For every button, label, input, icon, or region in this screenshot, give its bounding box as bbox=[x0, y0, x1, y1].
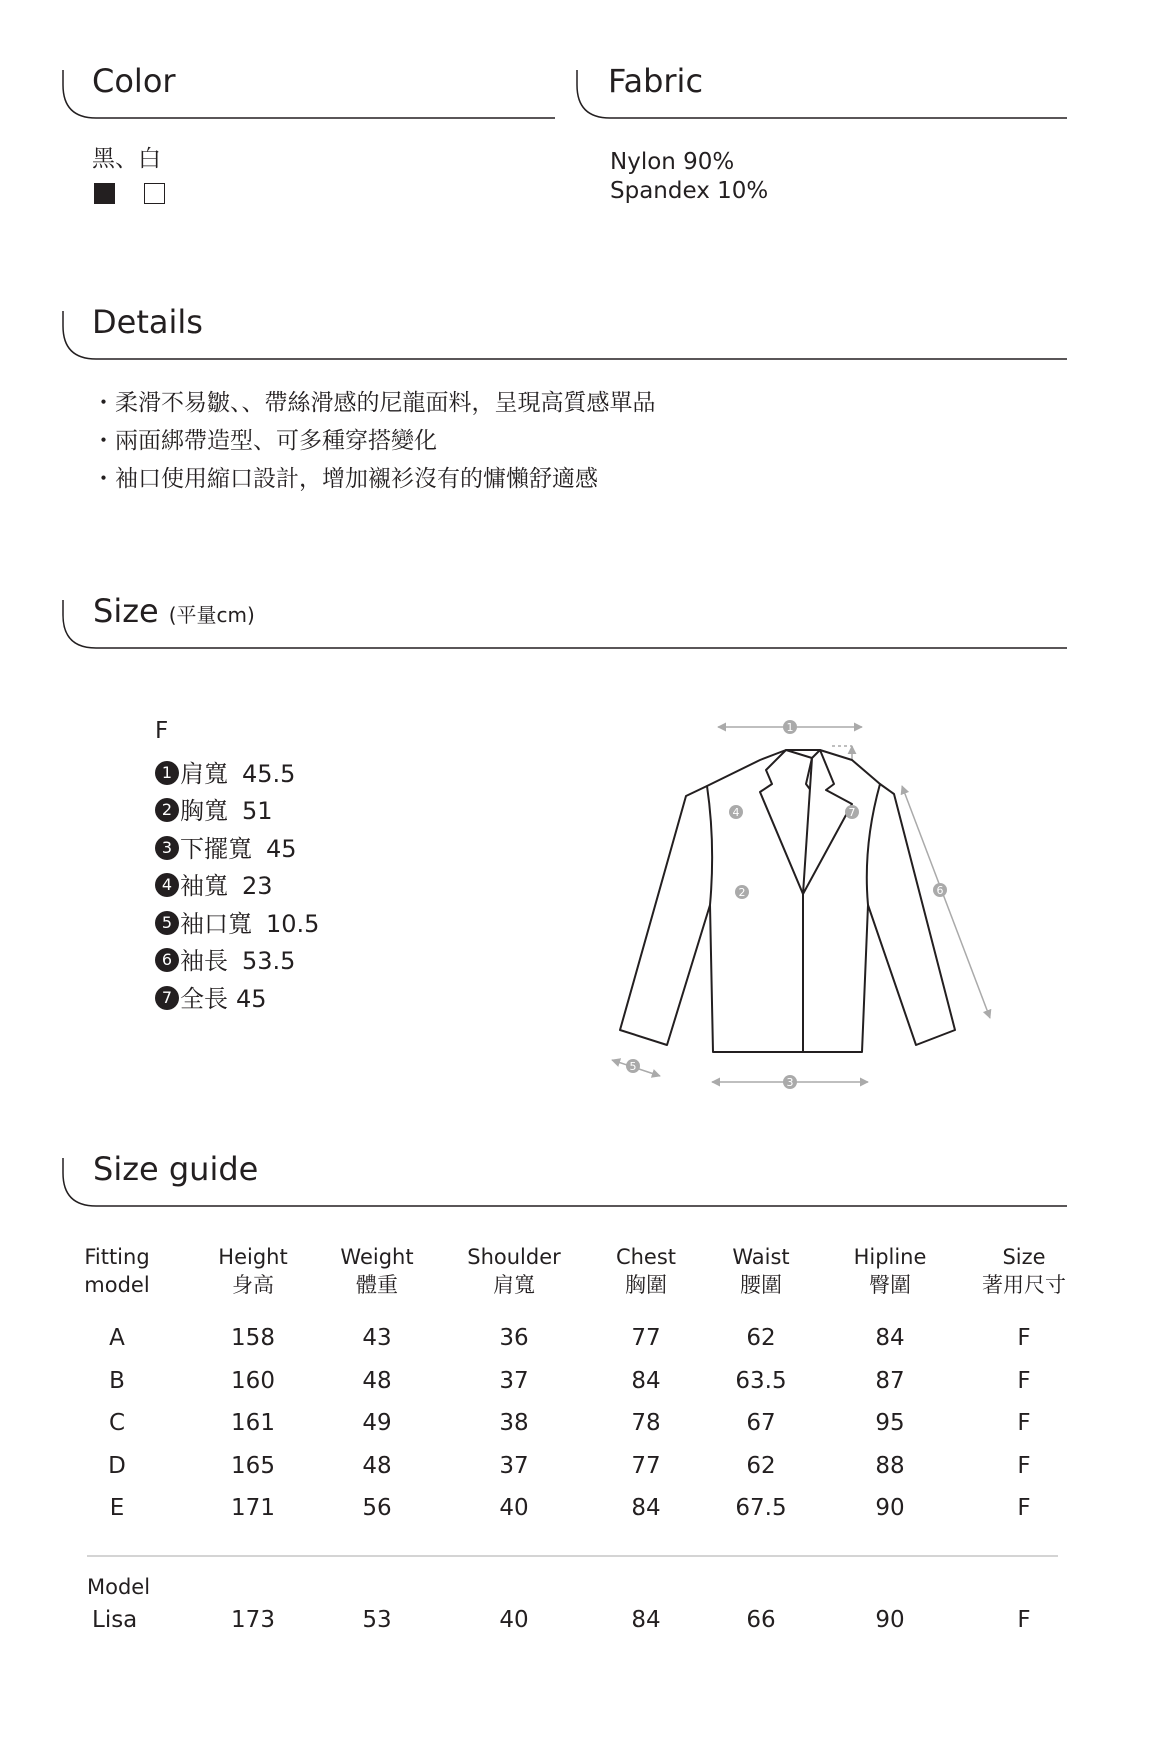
cell-size: F bbox=[1017, 1367, 1031, 1394]
cell-height: 161 bbox=[231, 1410, 275, 1436]
cell-shoulder: 36 bbox=[499, 1325, 529, 1351]
cell-size: F bbox=[1017, 1325, 1031, 1351]
header-zh: model bbox=[84, 1273, 150, 1297]
spec-num-3: 3 bbox=[155, 836, 179, 860]
cell-model: B bbox=[109, 1367, 125, 1394]
table-row bbox=[0, 1453, 1167, 1493]
spec-num-5: 5 bbox=[155, 911, 179, 935]
diagram-badge-1 bbox=[783, 720, 797, 734]
table-row bbox=[0, 1368, 1167, 1408]
model-name: Lisa bbox=[92, 1607, 138, 1633]
cell-waist: 62 bbox=[746, 1452, 776, 1479]
size-label: F bbox=[155, 718, 169, 744]
header-fitting bbox=[52, 1243, 182, 1299]
color-title: Color bbox=[92, 62, 176, 100]
spec-name: 袖口寬 bbox=[180, 910, 252, 938]
cell-model: A bbox=[109, 1325, 125, 1351]
spec-chest bbox=[155, 791, 273, 826]
spec-num-1: 1 bbox=[155, 761, 179, 785]
header-zh: 胸圍 bbox=[625, 1273, 667, 1297]
diagram-badge-2 bbox=[735, 885, 749, 899]
model-hipline: 90 bbox=[875, 1607, 905, 1633]
cell-model: C bbox=[108, 1410, 126, 1436]
details-header-frame bbox=[63, 311, 1067, 359]
diagram-badge-5 bbox=[626, 1059, 640, 1073]
header-height bbox=[188, 1243, 318, 1299]
diagram-badge-4 bbox=[729, 805, 743, 819]
cell-shoulder: 40 bbox=[499, 1495, 529, 1521]
header-zh: 著用尺寸 bbox=[982, 1273, 1066, 1297]
svg-text:3: 3 bbox=[786, 1076, 794, 1089]
spec-name: 袖寬 bbox=[180, 872, 228, 900]
jacket-diagram bbox=[600, 700, 1020, 1100]
spec-num-2: 2 bbox=[155, 798, 179, 822]
details-item-2: ・兩面綁帶造型、可多種穿搭變化 bbox=[92, 428, 437, 454]
cell-size: F bbox=[1017, 1452, 1031, 1479]
color-names: 黑、白 bbox=[92, 146, 161, 172]
header-zh: 身高 bbox=[232, 1273, 274, 1297]
header-zh: 腰圍 bbox=[740, 1273, 782, 1297]
cell-waist: 67.5 bbox=[735, 1495, 787, 1521]
model-weight: 53 bbox=[362, 1607, 392, 1633]
spec-value: 53.5 bbox=[242, 947, 296, 975]
header-en: Fitting bbox=[84, 1245, 150, 1269]
details-title: Details bbox=[92, 303, 203, 341]
header-en: Chest bbox=[615, 1245, 677, 1269]
diagram-badge-7 bbox=[845, 805, 859, 819]
diagram-badge-3 bbox=[783, 1075, 797, 1089]
table-row bbox=[0, 1495, 1167, 1535]
cell-height: 171 bbox=[231, 1495, 275, 1521]
header-en: Weight bbox=[340, 1245, 414, 1269]
cell-hipline: 95 bbox=[875, 1410, 905, 1436]
cell-hipline: 88 bbox=[875, 1452, 905, 1479]
details-item-1: ・柔滑不易皺、、帶絲滑感的尼龍面料，呈現高質感單品 bbox=[92, 390, 656, 416]
svg-text:1: 1 bbox=[786, 721, 794, 734]
spec-value: 23 bbox=[242, 872, 273, 900]
cell-size: F bbox=[1017, 1495, 1031, 1521]
model-waist: 66 bbox=[746, 1607, 776, 1633]
cell-weight: 48 bbox=[362, 1367, 392, 1394]
cell-chest: 84 bbox=[631, 1495, 661, 1521]
header-chest bbox=[581, 1243, 711, 1299]
cell-chest: 84 bbox=[631, 1367, 661, 1394]
model-height: 173 bbox=[231, 1607, 275, 1633]
table-row bbox=[0, 1410, 1167, 1450]
cell-chest: 77 bbox=[631, 1452, 661, 1479]
spec-num-4: 4 bbox=[155, 873, 179, 897]
cell-height: 165 bbox=[231, 1452, 275, 1479]
header-zh: 肩寬 bbox=[493, 1273, 535, 1297]
cell-shoulder: 37 bbox=[499, 1367, 529, 1394]
svg-text:4: 4 bbox=[732, 806, 740, 819]
spec-hem bbox=[155, 829, 297, 864]
size-title-text: Size bbox=[93, 592, 159, 630]
header-waist bbox=[696, 1243, 826, 1299]
header-zh: 臀圍 bbox=[869, 1273, 911, 1297]
header-en: Size bbox=[1002, 1245, 1046, 1269]
spec-value: 45.5 bbox=[242, 760, 296, 788]
cell-weight: 49 bbox=[362, 1410, 392, 1436]
cell-waist: 67 bbox=[746, 1410, 776, 1436]
header-en: Height bbox=[218, 1245, 288, 1269]
header-en: Hipline bbox=[853, 1245, 927, 1269]
svg-text:2: 2 bbox=[738, 886, 746, 899]
cell-weight: 56 bbox=[362, 1495, 392, 1521]
spec-name: 下擺寬 bbox=[180, 835, 252, 863]
white-swatch bbox=[144, 183, 165, 204]
model-label: Model bbox=[87, 1575, 151, 1599]
header-hipline bbox=[825, 1243, 955, 1299]
fabric-line-1: Nylon 90% bbox=[610, 149, 735, 175]
spec-total-length bbox=[155, 979, 267, 1014]
model-chest: 84 bbox=[631, 1607, 661, 1633]
spec-sleeve-length bbox=[155, 941, 295, 976]
cell-hipline: 84 bbox=[875, 1325, 905, 1351]
spec-name: 胸寬 bbox=[180, 797, 228, 825]
cell-weight: 48 bbox=[362, 1452, 392, 1479]
size-title bbox=[93, 592, 255, 630]
spec-name: 袖長 bbox=[180, 947, 228, 975]
spec-num-7: 7 bbox=[155, 986, 179, 1010]
black-swatch bbox=[94, 183, 115, 204]
spec-value: 45 bbox=[266, 835, 297, 863]
header-en: Waist bbox=[732, 1245, 790, 1269]
header-en: Shoulder bbox=[467, 1245, 561, 1269]
cell-hipline: 90 bbox=[875, 1495, 905, 1521]
cell-waist: 62 bbox=[746, 1325, 776, 1351]
size-unit: (平量cm) bbox=[168, 603, 255, 627]
model-size: F bbox=[1017, 1607, 1031, 1633]
sizeguide-title: Size guide bbox=[93, 1150, 259, 1188]
spec-value: 10.5 bbox=[266, 910, 320, 938]
model-row bbox=[0, 1607, 1167, 1647]
cell-chest: 78 bbox=[631, 1410, 661, 1436]
cell-weight: 43 bbox=[362, 1325, 392, 1351]
table-row bbox=[0, 1325, 1167, 1365]
cell-height: 158 bbox=[231, 1325, 275, 1351]
header-weight bbox=[312, 1243, 442, 1299]
model-shoulder: 40 bbox=[499, 1607, 529, 1633]
cell-shoulder: 38 bbox=[499, 1410, 529, 1436]
table-header bbox=[0, 1243, 1167, 1303]
cell-model: D bbox=[108, 1452, 126, 1479]
header-shoulder bbox=[449, 1243, 579, 1299]
spec-name: 全長 bbox=[180, 985, 228, 1013]
header-size bbox=[959, 1243, 1089, 1299]
cell-model: E bbox=[109, 1495, 125, 1521]
svg-text:5: 5 bbox=[629, 1060, 637, 1073]
diagram-badge-6 bbox=[933, 883, 947, 897]
cell-shoulder: 37 bbox=[499, 1452, 529, 1479]
spec-cuff-width bbox=[155, 904, 319, 939]
cell-chest: 77 bbox=[631, 1325, 661, 1351]
cell-hipline: 87 bbox=[875, 1367, 905, 1394]
fabric-title: Fabric bbox=[608, 62, 704, 100]
spec-value: 45 bbox=[236, 985, 267, 1013]
spec-sleeve-width bbox=[155, 866, 273, 901]
cell-height: 160 bbox=[231, 1367, 275, 1394]
spec-value: 51 bbox=[242, 797, 273, 825]
spec-num-6: 6 bbox=[155, 948, 179, 972]
cell-size: F bbox=[1017, 1410, 1031, 1436]
spec-shoulder bbox=[155, 754, 295, 789]
details-item-3: ・袖口使用縮口設計，增加襯衫沒有的慵懶舒適感 bbox=[92, 466, 598, 492]
cell-waist: 63.5 bbox=[735, 1367, 787, 1394]
header-zh: 體重 bbox=[356, 1273, 398, 1297]
spec-name: 肩寬 bbox=[180, 760, 228, 788]
fabric-line-2: Spandex 10% bbox=[610, 178, 769, 204]
svg-text:6: 6 bbox=[936, 884, 944, 897]
svg-text:7: 7 bbox=[848, 806, 856, 819]
